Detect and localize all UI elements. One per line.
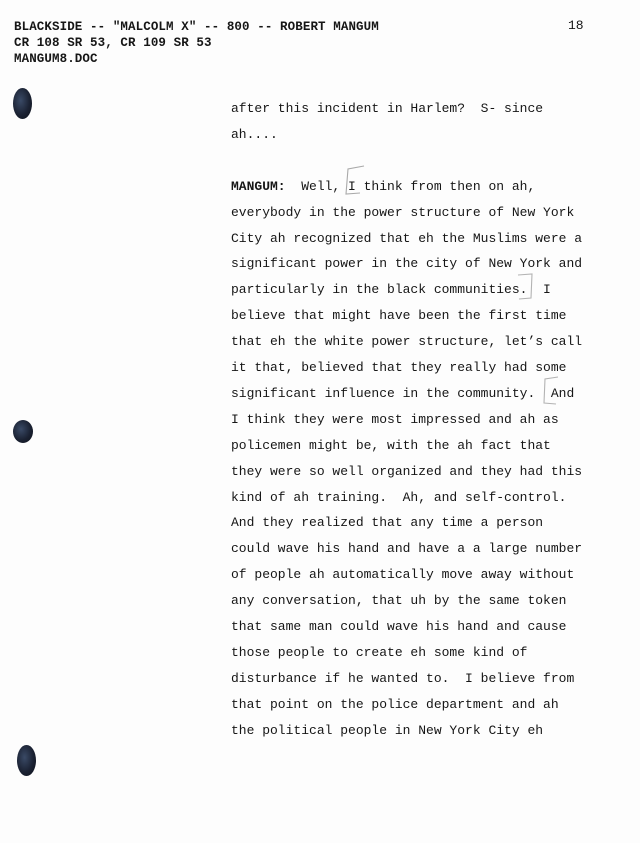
paragraph-gap bbox=[231, 148, 631, 174]
answer-line: that eh the white power structure, let’s call bbox=[231, 334, 583, 350]
answer-line: believe that might have been the first time bbox=[231, 308, 567, 324]
answer-line: policemen might be, with the ah fact that bbox=[231, 437, 551, 453]
answer-line: of people ah automatically move away without bbox=[231, 567, 575, 583]
answer-line: everybody in the power structure of New York bbox=[231, 204, 575, 220]
answer-line: it that, believed that they really had some bbox=[231, 360, 567, 376]
header-title-line: BLACKSIDE -- "MALCOLM X" -- 800 -- ROBERT MANGUM bbox=[14, 20, 379, 34]
answer-line: City ah recognized that eh the Muslims were a bbox=[231, 230, 583, 246]
answer-line: particularly in the black communities. I bbox=[231, 282, 551, 298]
answer-line: any conversation, that uh by the same token bbox=[231, 593, 567, 609]
punch-hole-middle bbox=[13, 420, 33, 443]
answer-line: the political people in New York City eh bbox=[231, 722, 544, 738]
question-line: after this incident in Harlem? S- since bbox=[231, 101, 544, 116]
answer-line: they were so well organized and they had this bbox=[231, 463, 583, 479]
answer-line: Well, I think from then on ah, bbox=[285, 178, 536, 194]
answer-line: And they realized that any time a person bbox=[231, 515, 544, 531]
answer-line: could wave his hand and have a a large number bbox=[231, 541, 583, 557]
header-roll-line: CR 108 SR 53, CR 109 SR 53 bbox=[14, 36, 212, 50]
answer-line: that same man could wave his hand and cause bbox=[231, 619, 567, 635]
answer-line: significant power in the city of New York and bbox=[231, 256, 583, 272]
answer-first-line bbox=[231, 174, 631, 200]
answer-line: that point on the police department and ah bbox=[231, 696, 559, 712]
speaker-label: MANGUM: bbox=[231, 178, 286, 194]
answer-line: significant influence in the community. And bbox=[231, 385, 575, 401]
answer-line: kind of ah training. Ah, and self-control. bbox=[231, 489, 567, 505]
page-number: 18 bbox=[568, 18, 584, 33]
answer-line: those people to create eh some kind of bbox=[231, 645, 528, 661]
header-filename-line: MANGUM8.DOC bbox=[14, 52, 98, 66]
answer-line: I think they were most impressed and ah as bbox=[231, 411, 559, 427]
answer-line: disturbance if he wanted to. I believe from bbox=[231, 670, 575, 686]
punch-hole-bottom bbox=[17, 745, 36, 776]
transcript-body bbox=[231, 96, 631, 744]
punch-hole-top bbox=[13, 88, 32, 119]
question-line: ah.... bbox=[231, 126, 278, 142]
document-header bbox=[14, 19, 379, 67]
